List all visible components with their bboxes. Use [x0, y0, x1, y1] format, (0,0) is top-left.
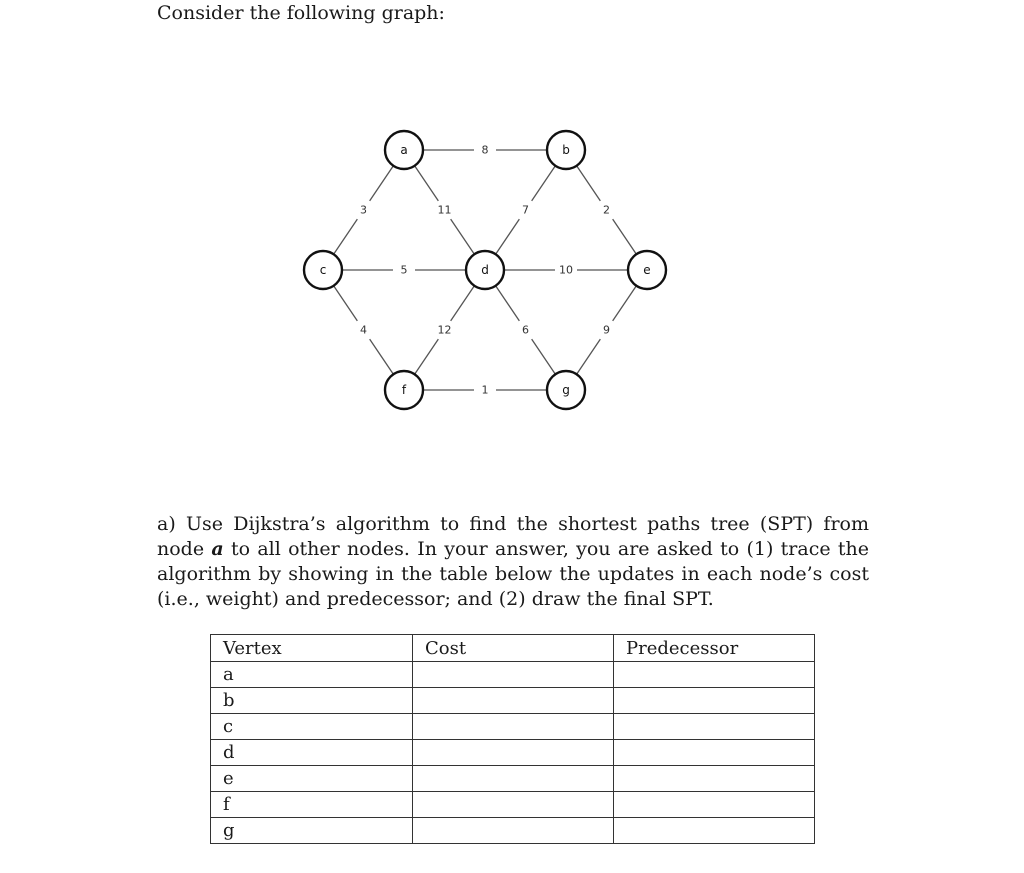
- table-row: [211, 662, 815, 688]
- graph-edge-a-d: [451, 219, 475, 254]
- edge-weight-label: 7: [522, 203, 529, 217]
- graph-edge-e-g: [577, 339, 601, 374]
- vertex-cell: a: [211, 662, 413, 688]
- table-row: [211, 766, 815, 792]
- graph-edge-c-f: [370, 339, 394, 374]
- graph-node-label: a: [400, 143, 408, 157]
- graph-node-label: g: [562, 383, 570, 397]
- predecessor-cell: [614, 792, 815, 818]
- cost-cell: [413, 714, 614, 740]
- edge-weight-label: 6: [522, 323, 529, 337]
- edge-weight-label: 11: [437, 203, 452, 217]
- vertex-cell: b: [211, 688, 413, 714]
- table-row: [211, 740, 815, 766]
- table-header-row: [211, 635, 815, 662]
- graph-edge-a-c: [334, 219, 358, 254]
- graph-edge-a-d: [415, 166, 439, 201]
- vertex-cell: e: [211, 766, 413, 792]
- cost-cell: [413, 688, 614, 714]
- predecessor-cell: [614, 662, 815, 688]
- intro-text: Consider the following graph:: [157, 2, 445, 24]
- header-predecessor: Predecessor: [614, 635, 815, 662]
- graph-edge-d-g: [532, 339, 556, 374]
- cost-cell: [413, 792, 614, 818]
- graph-edge-d-f: [415, 339, 439, 374]
- edge-weight-label: 4: [360, 323, 367, 337]
- vertex-table: [210, 634, 815, 844]
- vertex-cell: c: [211, 714, 413, 740]
- predecessor-cell: [614, 740, 815, 766]
- question-source-node: a: [211, 538, 224, 560]
- cost-cell: [413, 766, 614, 792]
- graph-edge-e-g: [613, 286, 637, 321]
- edge-weight-label: 5: [400, 263, 408, 277]
- question-text-after: to all other nodes. In your answer, you are asked to (1) trace the algorithm by showing in the table below the updates in each node’s cost (i.e., weight) and predecessor; and (2) draw the final SPT.: [157, 538, 869, 610]
- edge-weight-label: 9: [603, 323, 610, 337]
- vertex-cell: d: [211, 740, 413, 766]
- table-row: [211, 818, 815, 844]
- question-text: [157, 512, 869, 612]
- cost-cell: [413, 818, 614, 844]
- table-row: [211, 714, 815, 740]
- edge-weight-label: 2: [603, 203, 610, 217]
- graph-node-label: c: [319, 263, 327, 277]
- header-vertex: Vertex: [211, 635, 413, 662]
- graph-node-label: b: [562, 143, 570, 157]
- graph-node-label: e: [643, 263, 651, 277]
- graph-edge-b-d: [532, 166, 556, 201]
- header-cost: Cost: [413, 635, 614, 662]
- table-row: [211, 688, 815, 714]
- graph-edge-b-e: [613, 219, 637, 254]
- predecessor-cell: [614, 818, 815, 844]
- edge-weight-label: 10: [559, 263, 573, 277]
- table-row: [211, 792, 815, 818]
- edge-weight-label: 12: [437, 323, 452, 337]
- predecessor-cell: [614, 714, 815, 740]
- graph-node-label: d: [481, 263, 489, 277]
- graph-edge-b-d: [496, 219, 520, 254]
- edge-weight-label: 3: [360, 203, 367, 217]
- graph-edge-c-f: [334, 286, 358, 321]
- vertex-cell: f: [211, 792, 413, 818]
- question-text-before: a) Use Dijkstra’s algorithm to find the shortest paths tree (SPT) from node: [157, 513, 869, 560]
- predecessor-cell: [614, 688, 815, 714]
- graph-edge-d-g: [496, 286, 520, 321]
- cost-cell: [413, 740, 614, 766]
- graph-node-label: f: [401, 383, 407, 397]
- graph-edge-a-c: [370, 166, 394, 201]
- graph-edge-d-f: [451, 286, 475, 321]
- edge-weight-label: 1: [481, 383, 489, 397]
- graph-edge-b-e: [577, 166, 601, 201]
- predecessor-cell: [614, 766, 815, 792]
- edge-weight-label: 8: [481, 143, 489, 157]
- cost-cell: [413, 662, 614, 688]
- vertex-cell: g: [211, 818, 413, 844]
